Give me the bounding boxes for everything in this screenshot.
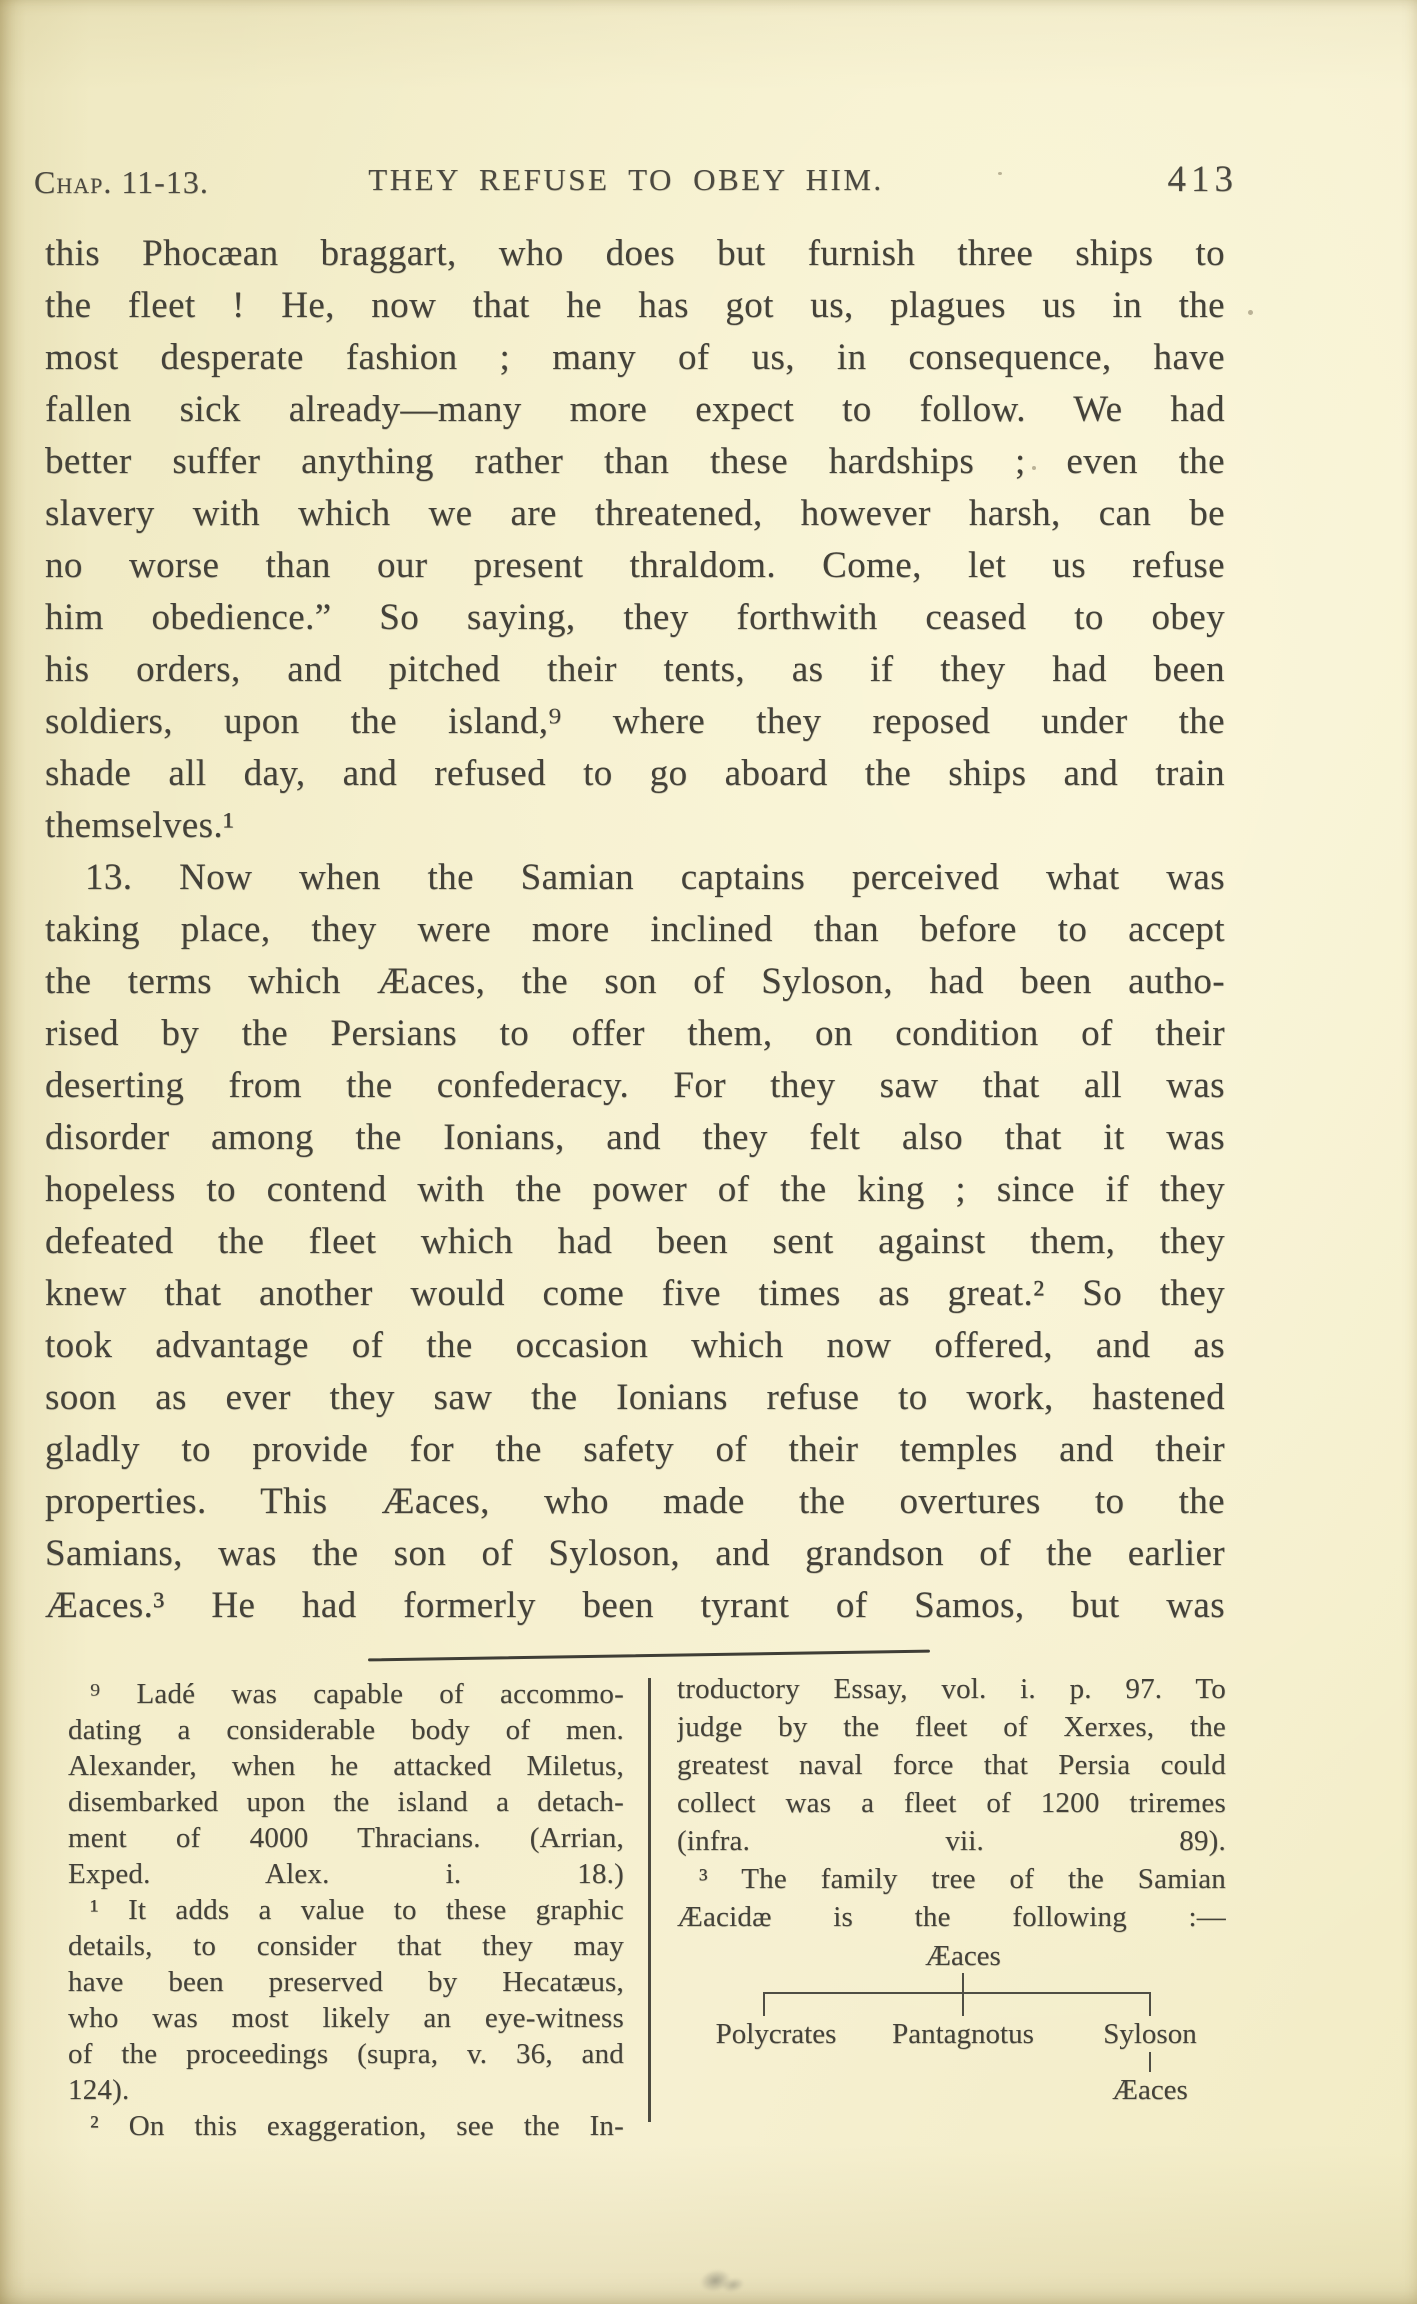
footnote-line: troductory Essay, vol. i. p. 97. To bbox=[677, 1673, 1226, 1705]
text-line: his orders, and pitched their tents, as if they had been bbox=[45, 649, 1225, 690]
footnote-line: 124). bbox=[68, 2074, 130, 2106]
family-tree-child: Pantagnotus bbox=[892, 2018, 1034, 2050]
footnote-line: dating a considerable body of men. bbox=[68, 1714, 624, 1746]
text-line: themselves.¹ bbox=[45, 805, 235, 846]
footnote-column-left bbox=[68, 1676, 624, 2144]
footnote-line: ¹ It adds a value to these graphic bbox=[90, 1894, 624, 1926]
main-text bbox=[45, 228, 1225, 1632]
family-tree-child: Polycrates bbox=[715, 2018, 837, 2050]
footnote-line: details, to consider that they may bbox=[68, 1930, 624, 1962]
paper-speck bbox=[1032, 466, 1036, 470]
text-line: disorder among the Ionians, and they felt also that it was bbox=[45, 1117, 1225, 1158]
paper-speck bbox=[998, 172, 1002, 175]
text-line: fallen sick already—many more expect to follow. We had bbox=[45, 389, 1225, 430]
text-line: rised by the Persians to offer them, on condition of their bbox=[45, 1013, 1225, 1054]
text-line: taking place, they were more inclined than before to accept bbox=[45, 909, 1225, 950]
footnote-line: have been preserved by Hecatæus, bbox=[68, 1966, 624, 1998]
family-tree bbox=[677, 1940, 1227, 2110]
footnote-line: ment of 4000 Thracians. (Arrian, bbox=[68, 1822, 624, 1854]
family-tree-tick-line bbox=[1149, 1994, 1151, 2016]
text-line: hopeless to contend with the power of the king ; since if they bbox=[45, 1169, 1225, 1210]
text-line: knew that another would come five times as great.² So they bbox=[45, 1273, 1225, 1314]
footnote-separator-rule bbox=[368, 1650, 930, 1662]
footnote-line: ³ The family tree of the Samian bbox=[699, 1863, 1226, 1895]
family-tree-grandchild: Æaces bbox=[1112, 2074, 1188, 2106]
text-line: took advantage of the occasion which now offered, and as bbox=[45, 1325, 1225, 1366]
footnote-line: judge by the fleet of Xerxes, the bbox=[677, 1711, 1226, 1743]
family-tree-child: Syloson bbox=[1103, 2018, 1197, 2050]
running-title: THEY REFUSE TO OBEY HIM. bbox=[368, 162, 884, 197]
footnote-line: collect was a fleet of 1200 triremes bbox=[677, 1787, 1226, 1819]
text-line: deserting from the confederacy. For they saw that all was bbox=[45, 1065, 1225, 1106]
page-number: 413 bbox=[1167, 159, 1238, 200]
footnote-line: Alexander, when he attacked Miletus, bbox=[68, 1750, 624, 1782]
text-line: no worse than our present thraldom. Come, let us refuse bbox=[45, 545, 1225, 586]
ink-smudge bbox=[691, 2258, 752, 2304]
page-header bbox=[34, 158, 1238, 204]
family-tree-tick-line bbox=[962, 1994, 964, 2016]
text-line: slavery with which we are threatened, however harsh, can be bbox=[45, 493, 1225, 534]
family-tree-branch-line bbox=[763, 1992, 1151, 1994]
footnote-line: Æacidæ is the following :— bbox=[677, 1901, 1226, 1933]
text-line: the fleet ! He, now that he has got us, plagues us in the bbox=[45, 285, 1225, 326]
text-line: shade all day, and refused to go aboard the ships and train bbox=[45, 753, 1225, 794]
footnote-line: Exped. Alex. i. 18.) bbox=[68, 1858, 624, 1890]
family-tree-root: Æaces bbox=[925, 1940, 1001, 1972]
footnote-line: (infra. vii. 89). bbox=[677, 1825, 1226, 1857]
text-line: gladly to provide for the safety of their temples and their bbox=[45, 1429, 1225, 1470]
footnote-line: ² On this exaggeration, see the In- bbox=[90, 2110, 624, 2142]
paper-speck bbox=[1248, 310, 1253, 315]
footnote-column-divider bbox=[648, 1678, 651, 2122]
footnote-line: greatest naval force that Persia could bbox=[677, 1749, 1226, 1781]
text-line: defeated the fleet which had been sent against them, they bbox=[45, 1221, 1225, 1262]
text-line: him obedience.” So saying, they forthwith ceased to obey bbox=[45, 597, 1225, 638]
family-tree-tick-line bbox=[1149, 2052, 1151, 2072]
footnote-line: disembarked upon the island a detach- bbox=[68, 1786, 624, 1818]
footnote-line: of the proceedings (supra, v. 36, and bbox=[68, 2038, 624, 2070]
footnote-line: ⁹ Ladé was capable of accommo- bbox=[90, 1678, 624, 1710]
text-line: properties. This Æaces, who made the overtures to the bbox=[45, 1481, 1225, 1522]
text-line: soon as ever they saw the Ionians refuse to work, hastened bbox=[45, 1377, 1225, 1418]
text-line: better suffer anything rather than these hardships ; even the bbox=[45, 441, 1225, 482]
footnote-column-right bbox=[677, 1670, 1226, 1936]
family-tree-tick-line bbox=[763, 1994, 765, 2016]
text-line: Æaces.³ He had formerly been tyrant of Samos, but was bbox=[45, 1585, 1225, 1626]
footnote-line: who was most likely an eye-witness bbox=[68, 2002, 624, 2034]
text-line: this Phocæan braggart, who does but furnish three ships to bbox=[45, 233, 1225, 274]
text-line: 13. Now when the Samian captains perceived what was bbox=[85, 857, 1225, 898]
chapter-label: Chap. 11-13. bbox=[34, 164, 209, 200]
text-line: soldiers, upon the island,⁹ where they reposed under the bbox=[45, 701, 1225, 742]
text-line: the terms which Æaces, the son of Syloson, had been autho- bbox=[45, 961, 1225, 1002]
text-line: most desperate fashion ; many of us, in consequence, have bbox=[45, 337, 1225, 378]
family-tree-stem-line bbox=[962, 1973, 964, 1992]
text-line: Samians, was the son of Syloson, and grandson of the earlier bbox=[45, 1533, 1225, 1574]
